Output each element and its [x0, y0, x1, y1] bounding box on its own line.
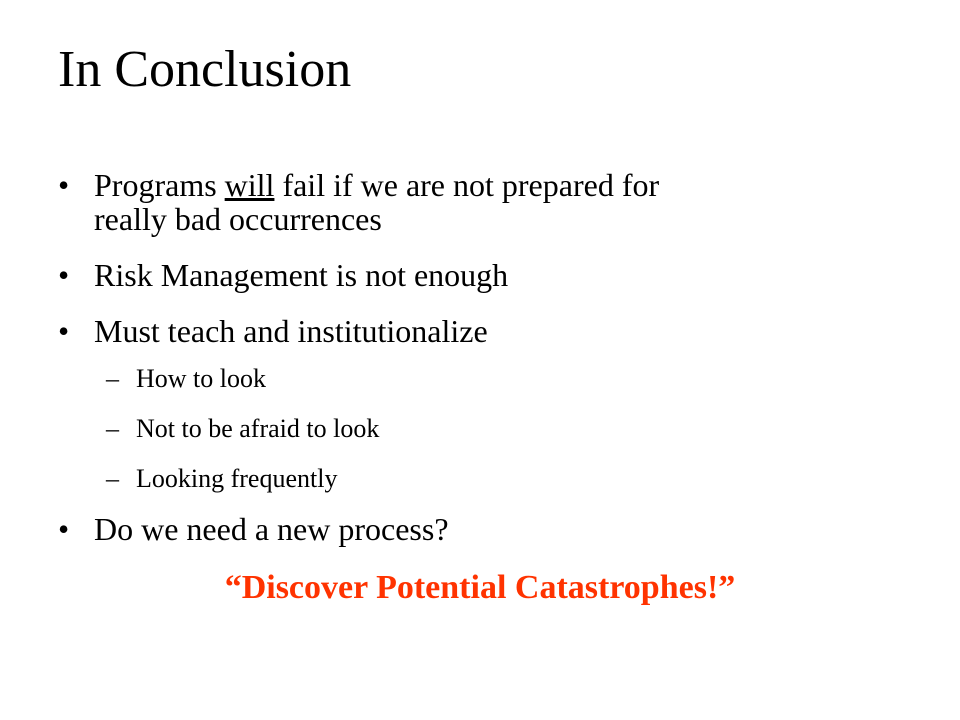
sub-bullet-looking-frequently	[58, 464, 918, 494]
bullet-text: Do we need a new process?	[94, 511, 449, 547]
bullet-marker: •	[58, 313, 70, 349]
sub-bullet-text: Looking frequently	[136, 464, 338, 493]
sub-bullet-how-to-look	[58, 364, 918, 394]
bullet-new-process	[58, 512, 918, 546]
bullet-programs-fail	[58, 168, 918, 236]
bullet-text: Risk Management is not enough	[94, 257, 509, 293]
bullet-text: Must teach and institutionalize	[94, 313, 488, 349]
slide-title: In Conclusion	[58, 41, 352, 98]
sub-bullet-text: Not to be afraid to look	[136, 414, 380, 443]
bullet-text-line2: really bad occurrences	[94, 201, 382, 237]
bullet-text-end: fail if we are not prepared for	[274, 167, 660, 203]
bullet-list	[58, 168, 918, 568]
bullet-text-start: Programs	[94, 167, 225, 203]
sub-bullet-not-afraid	[58, 414, 918, 444]
sub-bullet-marker: –	[106, 364, 119, 393]
bullet-marker: •	[58, 257, 70, 293]
callout-text: “Discover Potential Catastrophes!”	[224, 569, 736, 606]
bullet-marker: •	[58, 511, 70, 547]
bullet-marker: •	[58, 167, 70, 203]
bullet-risk-management	[58, 258, 918, 292]
bullet-must-teach	[58, 314, 918, 348]
sub-bullet-marker: –	[106, 414, 119, 443]
bullet-text	[94, 167, 659, 237]
underlined-word: will	[224, 167, 275, 203]
sub-bullet-text: How to look	[136, 364, 266, 393]
sub-bullet-marker: –	[106, 464, 119, 493]
